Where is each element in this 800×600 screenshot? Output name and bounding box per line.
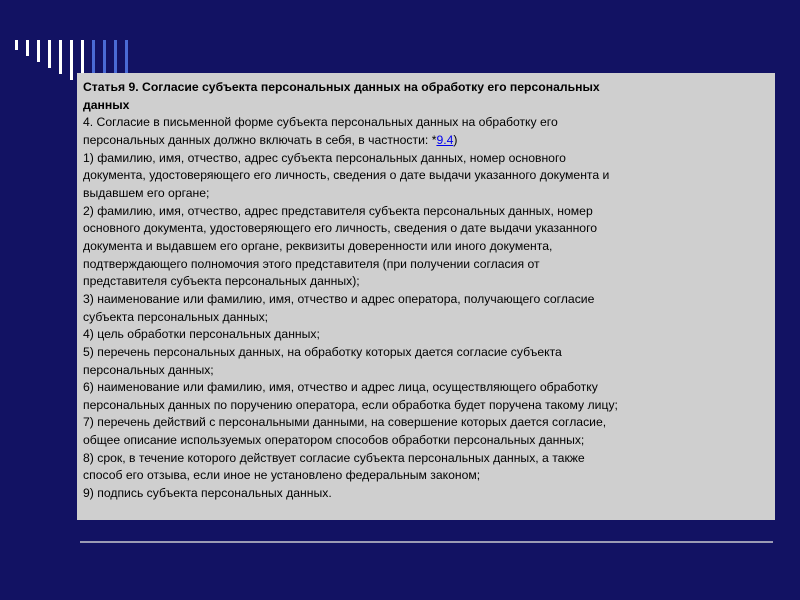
stripe-bar bbox=[15, 40, 18, 50]
text-line: способ его отзыва, если иное не установлено федеральным законом; bbox=[83, 468, 481, 483]
text-line: основного документа, удостоверяющего его личность, сведения о дате выдачи указанного bbox=[83, 221, 598, 236]
text-line: 1) фамилию, имя, отчество, адрес субъекта персональных данных, номер основного bbox=[83, 150, 566, 165]
stripe-bar bbox=[70, 40, 73, 80]
text-line: 4. Согласие в письменной форме субъекта персональных данных на обработку его bbox=[83, 115, 558, 130]
text-line: подтверждающего полномочия этого представителя (при получении согласия от bbox=[83, 256, 540, 271]
stripe-bar bbox=[26, 40, 29, 56]
text-line-with-reference bbox=[83, 132, 773, 150]
reference-link[interactable]: 9.4 bbox=[436, 132, 454, 147]
text-line: 5) перечень персональных данных, на обработку которых дается согласие субъекта bbox=[83, 344, 562, 359]
text-line: 7) перечень действий с персональными данными, на совершение которых дается согласие, bbox=[83, 415, 607, 430]
text-line: представителя субъекта персональных данных); bbox=[83, 274, 360, 289]
stripe-bar bbox=[59, 40, 62, 74]
text-line: выдавшем его органе; bbox=[83, 185, 210, 200]
text-line: документа и выдавшем его органе, реквизиты доверенности или иного документа, bbox=[83, 238, 553, 253]
text-line: 8) срок, в течение которого действует согласие субъекта персональных данных, а также bbox=[83, 450, 585, 465]
text-line: 6) наименование или фамилию, имя, отчество и адрес лица, осуществляющего обработку bbox=[83, 380, 598, 395]
text-line: персональных данных; bbox=[83, 362, 214, 377]
text-line: персональных данных по поручению оператора, если обработка будет поручена такому лицу; bbox=[83, 397, 618, 412]
text-line: 4) цель обработки персональных данных; bbox=[83, 327, 320, 342]
text-line: 3) наименование или фамилию, имя, отчество и адрес оператора, получающего согласие bbox=[83, 291, 595, 306]
stripe-bar bbox=[48, 40, 51, 68]
text-line: документа, удостоверяющего его личность, сведения о дате выдачи указанного документа и bbox=[83, 168, 610, 183]
article-title-continuation: данных bbox=[83, 97, 130, 112]
article-body bbox=[83, 79, 773, 503]
text-fragment: персональных данных должно включать в себя, в частности: * bbox=[83, 132, 437, 147]
text-line: 9) подпись субъекта персональных данных. bbox=[83, 486, 332, 501]
reference-close: ) bbox=[453, 132, 458, 147]
bottom-divider bbox=[80, 541, 773, 543]
article-title: Статья 9. Согласие субъекта персональных данных на обработку его персональных bbox=[83, 80, 600, 94]
text-line: 2) фамилию, имя, отчество, адрес представителя субъекта персональных данных, номер bbox=[83, 203, 593, 218]
text-line: общее описание используемых оператором способов обработки персональных данных; bbox=[83, 433, 585, 448]
stripe-bar bbox=[37, 40, 40, 62]
text-line: субъекта персональных данных; bbox=[83, 309, 269, 324]
